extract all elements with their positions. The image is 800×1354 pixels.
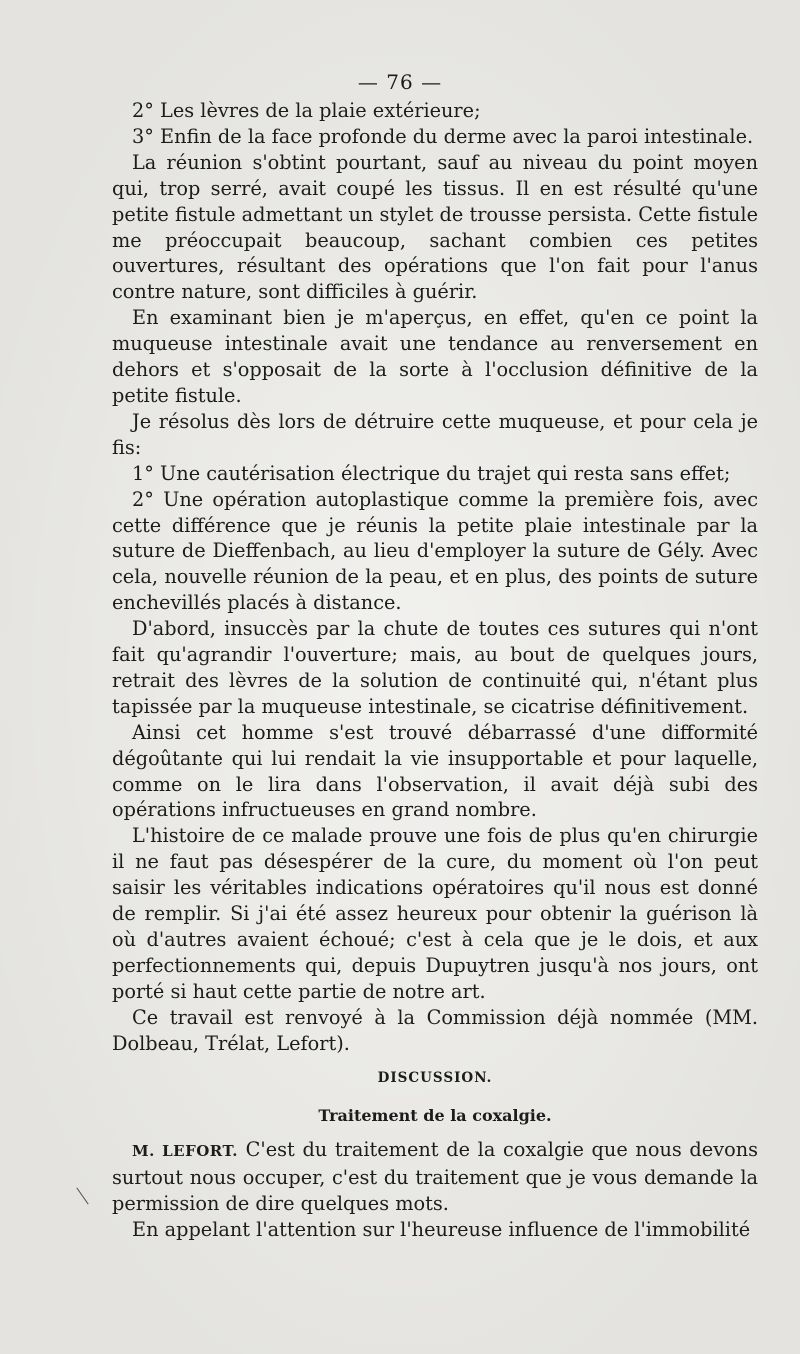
body-text xyxy=(112,98,758,1243)
paragraph-commission: Ce travail est renvoyé à la Commission déjà nommée (MM. Dolbeau, Trélat, Lefort). xyxy=(112,1005,758,1055)
paragraph-lefort xyxy=(112,1137,758,1217)
paragraph-insucces: D'abord, insuccès par la chute de toutes ces sutures qui n'ont fait qu'agrandir l'ouverture; mais, au bout de quelques jours, retrait des lèvres de la solution de continuité qui, n'étant plus tapissée par la muqueuse intestinale, se cicatrise définitivement. xyxy=(112,617,758,718)
section-heading: DISCUSSION. xyxy=(377,1069,493,1086)
paragraph-item-3: 3° Enfin de la face profonde du derme avec la paroi intestinale. xyxy=(132,124,754,148)
page-number: — 76 — xyxy=(357,70,443,94)
paragraph-resolution: Je résolus dès lors de détruire cette muqueuse, et pour cela je fis: xyxy=(112,409,758,459)
paragraph-immobilite: En appelant l'attention sur l'heureuse influence de l'immobilité xyxy=(132,1218,751,1242)
speaker-name: M. LEFORT. xyxy=(132,1142,238,1161)
paragraph-autoplastie: 2° Une opération autoplastique comme la première fois, avec cette différence que je réunis la petite plaie intestinale par la suture de Dieffenbach, au lieu d'employer la suture de Gély. Avec cela, nouvelle réunion de la peau, et en plus, des points de suture enchevillés placés à distance. xyxy=(112,487,758,615)
subsection-heading: Traitement de la coxalgie. xyxy=(318,1106,552,1126)
paragraph-item-2: 2° Les lèvres de la plaie extérieure; xyxy=(132,99,481,122)
paragraph-difformite: Ainsi cet homme s'est trouvé débarrassé d'une difformité dégoûtante qui lui rendait la vie insupportable et pour laquelle, comme on le lira dans l'observation, il avait déjà subi des opérations infructueuses en grand nombre. xyxy=(112,720,758,822)
paragraph-histoire: L'histoire de ce malade prouve une fois de plus qu'en chirurgie il ne faut pas désespérer de la cure, du moment où l'on peut saisir les véritables indications opératoires qu'il nous est donné de remplir. Si j'ai été assez heureux pour obtenir la guérison là où d'autres avaient échoué; c'est à cela que je le dois, et aux perfectionnements qui, depuis Dupuytren jusqu'à nos jours, ont porté si haut cette partie de notre art. xyxy=(112,824,758,1003)
paragraph-reunion: La réunion s'obtint pourtant, sauf au niveau du point moyen qui, trop serré, avait coupé les tissus. Il en est résulté qu'une petite fistule admettant un stylet de trousse persista. Cette fistule me préoccupait beaucoup, sachant combien ces petites ouvertures, résultant des opérations que l'on fait pour l'anus contre nature, sont difficiles à guérir. xyxy=(112,150,758,304)
speaker-text: C'est du traitement de la coxalgie que nous devons surtout nous occuper, c'est du traitement que je vous demande la permission de dire quelques mots. xyxy=(112,1138,759,1216)
paragraph-examen: En examinant bien je m'aperçus, en effet, qu'en ce point la muqueuse intestinale avait une tendance au renversement en dehors et s'opposait de la sorte à l'occlusion définitive de la petite fistule. xyxy=(112,306,758,407)
paragraph-cauterisation: 1° Une cautérisation électrique du trajet qui resta sans effet; xyxy=(132,461,731,485)
stray-ink-mark xyxy=(76,1188,88,1205)
